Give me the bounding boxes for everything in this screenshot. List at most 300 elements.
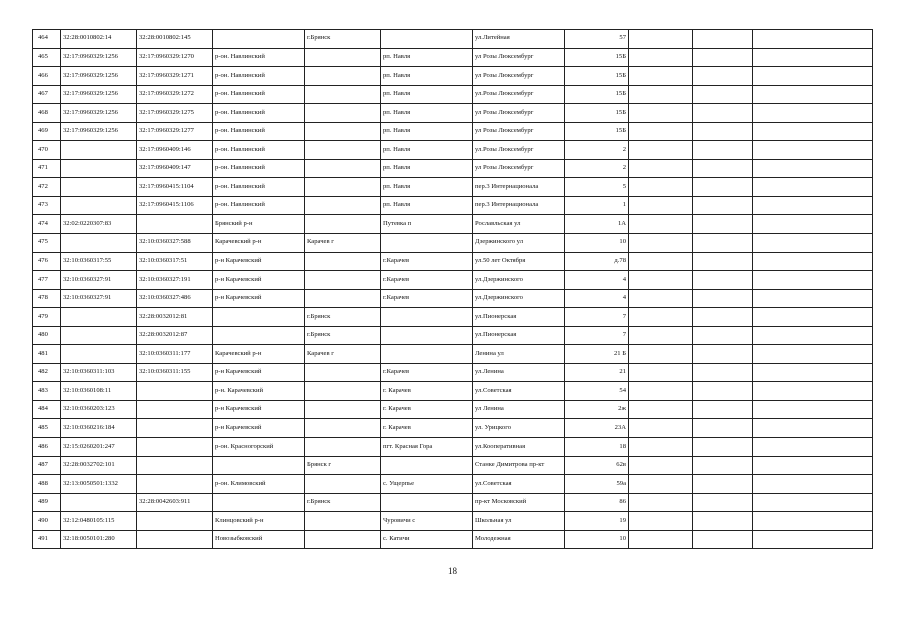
extra-cell-2 xyxy=(693,30,753,49)
city-cell xyxy=(305,252,381,271)
city-cell xyxy=(305,141,381,160)
district-cell: р-н Карачевский xyxy=(213,363,305,382)
object-cadastral-cell xyxy=(137,475,213,494)
house-cell: 15Б xyxy=(565,85,629,104)
parcel-cadastral-cell xyxy=(61,345,137,364)
street-cell: Станке Димитрова пр-кт xyxy=(473,456,565,475)
table-row xyxy=(33,345,873,364)
extra-cell-2 xyxy=(693,326,753,345)
settlement-cell: с. Ущерпье xyxy=(381,475,473,494)
extra-cell-2 xyxy=(693,530,753,549)
house-cell: 57 xyxy=(565,30,629,49)
extra-cell-1 xyxy=(629,104,693,123)
extra-cell-3 xyxy=(753,196,873,215)
settlement-cell xyxy=(381,30,473,49)
city-cell xyxy=(305,271,381,290)
extra-cell-3 xyxy=(753,289,873,308)
extra-cell-1 xyxy=(629,530,693,549)
street-cell: ул.Пионерская xyxy=(473,326,565,345)
settlement-cell: г. Карачев xyxy=(381,382,473,401)
district-cell: р-он. Климовский xyxy=(213,475,305,494)
object-cadastral-cell: 32:17:0960329:1277 xyxy=(137,122,213,141)
extra-cell-2 xyxy=(693,196,753,215)
city-cell xyxy=(305,85,381,104)
table-row xyxy=(33,438,873,457)
extra-cell-2 xyxy=(693,419,753,438)
extra-cell-3 xyxy=(753,215,873,234)
row-number-cell: 488 xyxy=(33,475,61,494)
row-number-cell: 475 xyxy=(33,234,61,253)
extra-cell-1 xyxy=(629,271,693,290)
table-row xyxy=(33,326,873,345)
street-cell: Молодежная xyxy=(473,530,565,549)
object-cadastral-cell: 32:17:0960415:1104 xyxy=(137,178,213,197)
street-cell: ул.Розы Люксембург xyxy=(473,85,565,104)
district-cell: р-н Карачевский xyxy=(213,419,305,438)
extra-cell-1 xyxy=(629,512,693,531)
extra-cell-3 xyxy=(753,48,873,67)
extra-cell-3 xyxy=(753,30,873,49)
extra-cell-3 xyxy=(753,234,873,253)
object-cadastral-cell xyxy=(137,400,213,419)
house-cell: 10 xyxy=(565,234,629,253)
extra-cell-1 xyxy=(629,48,693,67)
table-row xyxy=(33,215,873,234)
city-cell xyxy=(305,159,381,178)
city-cell: г.Брянск xyxy=(305,30,381,49)
extra-cell-3 xyxy=(753,363,873,382)
settlement-cell: рп. Навля xyxy=(381,141,473,160)
parcel-cadastral-cell xyxy=(61,159,137,178)
district-cell: Карачевский р-н xyxy=(213,234,305,253)
street-cell: ул.Розы Люксембург xyxy=(473,141,565,160)
extra-cell-3 xyxy=(753,345,873,364)
table-row xyxy=(33,178,873,197)
district-cell: р-он. Навлинский xyxy=(213,48,305,67)
city-cell xyxy=(305,382,381,401)
extra-cell-1 xyxy=(629,363,693,382)
house-cell: д.78 xyxy=(565,252,629,271)
house-cell: 15Б xyxy=(565,67,629,86)
object-cadastral-cell xyxy=(137,419,213,438)
row-number-cell: 482 xyxy=(33,363,61,382)
extra-cell-3 xyxy=(753,122,873,141)
row-number-cell: 464 xyxy=(33,30,61,49)
city-cell: Карачев г xyxy=(305,234,381,253)
records-table xyxy=(32,29,873,549)
extra-cell-2 xyxy=(693,215,753,234)
object-cadastral-cell: 32:28:0010802:145 xyxy=(137,30,213,49)
house-cell: 1А xyxy=(565,215,629,234)
settlement-cell: г.Карачев xyxy=(381,252,473,271)
table-row xyxy=(33,289,873,308)
parcel-cadastral-cell: 32:10:0360327:91 xyxy=(61,289,137,308)
extra-cell-1 xyxy=(629,85,693,104)
house-cell: 2 xyxy=(565,159,629,178)
table-row xyxy=(33,159,873,178)
extra-cell-3 xyxy=(753,382,873,401)
row-number-cell: 476 xyxy=(33,252,61,271)
district-cell xyxy=(213,456,305,475)
settlement-cell: рп. Навля xyxy=(381,85,473,104)
row-number-cell: 484 xyxy=(33,400,61,419)
street-cell: ул.Пионерская xyxy=(473,308,565,327)
extra-cell-3 xyxy=(753,530,873,549)
object-cadastral-cell: 32:28:0032012:87 xyxy=(137,326,213,345)
parcel-cadastral-cell: 32:17:0960329:1256 xyxy=(61,122,137,141)
extra-cell-3 xyxy=(753,67,873,86)
city-cell xyxy=(305,475,381,494)
table-row xyxy=(33,85,873,104)
extra-cell-3 xyxy=(753,85,873,104)
table-row xyxy=(33,475,873,494)
house-cell: 15Б xyxy=(565,104,629,123)
city-cell: Брянск г xyxy=(305,456,381,475)
street-cell: пер.3 Интернационала xyxy=(473,178,565,197)
settlement-cell: рп. Навля xyxy=(381,67,473,86)
street-cell: ул Розы Люксембург xyxy=(473,159,565,178)
house-cell: 21 Б xyxy=(565,345,629,364)
extra-cell-1 xyxy=(629,196,693,215)
extra-cell-3 xyxy=(753,512,873,531)
house-cell: 4 xyxy=(565,271,629,290)
parcel-cadastral-cell: 32:28:0032702:101 xyxy=(61,456,137,475)
row-number-cell: 468 xyxy=(33,104,61,123)
house-cell: 23А xyxy=(565,419,629,438)
table-row xyxy=(33,363,873,382)
city-cell xyxy=(305,215,381,234)
row-number-cell: 479 xyxy=(33,308,61,327)
street-cell: Дзержинского ул xyxy=(473,234,565,253)
extra-cell-2 xyxy=(693,178,753,197)
table-row xyxy=(33,67,873,86)
street-cell: ул Розы Люксембург xyxy=(473,122,565,141)
settlement-cell: г.Карачев xyxy=(381,271,473,290)
parcel-cadastral-cell: 32:28:0010802:14 xyxy=(61,30,137,49)
district-cell: Клинцовский р-н xyxy=(213,512,305,531)
settlement-cell: рп. Навля xyxy=(381,178,473,197)
object-cadastral-cell xyxy=(137,512,213,531)
extra-cell-2 xyxy=(693,493,753,512)
table-row xyxy=(33,456,873,475)
city-cell: Карачев г xyxy=(305,345,381,364)
row-number-cell: 467 xyxy=(33,85,61,104)
object-cadastral-cell: 32:17:0960409:147 xyxy=(137,159,213,178)
settlement-cell xyxy=(381,493,473,512)
page-number: 18 xyxy=(448,566,457,576)
extra-cell-2 xyxy=(693,400,753,419)
extra-cell-1 xyxy=(629,382,693,401)
district-cell: р-он. Навлинский xyxy=(213,141,305,160)
settlement-cell: рп. Навля xyxy=(381,196,473,215)
table-row xyxy=(33,141,873,160)
extra-cell-1 xyxy=(629,400,693,419)
extra-cell-3 xyxy=(753,141,873,160)
object-cadastral-cell: 32:10:0360311:177 xyxy=(137,345,213,364)
city-cell xyxy=(305,104,381,123)
row-number-cell: 480 xyxy=(33,326,61,345)
extra-cell-1 xyxy=(629,456,693,475)
district-cell: р-н. Карачевский xyxy=(213,382,305,401)
table-row xyxy=(33,493,873,512)
street-cell: Рославльская ул xyxy=(473,215,565,234)
house-cell: 7 xyxy=(565,326,629,345)
parcel-cadastral-cell: 32:10:0360203:123 xyxy=(61,400,137,419)
parcel-cadastral-cell xyxy=(61,234,137,253)
settlement-cell xyxy=(381,234,473,253)
object-cadastral-cell xyxy=(137,438,213,457)
extra-cell-3 xyxy=(753,159,873,178)
parcel-cadastral-cell: 32:18:0050101:280 xyxy=(61,530,137,549)
object-cadastral-cell: 32:10:0360317:51 xyxy=(137,252,213,271)
table-row xyxy=(33,48,873,67)
parcel-cadastral-cell: 32:10:0360311:103 xyxy=(61,363,137,382)
object-cadastral-cell xyxy=(137,382,213,401)
city-cell xyxy=(305,289,381,308)
parcel-cadastral-cell xyxy=(61,493,137,512)
object-cadastral-cell: 32:10:0360327:588 xyxy=(137,234,213,253)
city-cell xyxy=(305,400,381,419)
district-cell xyxy=(213,308,305,327)
street-cell: ул.Ленина xyxy=(473,363,565,382)
house-cell: 15Б xyxy=(565,122,629,141)
city-cell xyxy=(305,178,381,197)
district-cell: р-он. Навлинский xyxy=(213,178,305,197)
city-cell xyxy=(305,48,381,67)
extra-cell-2 xyxy=(693,363,753,382)
street-cell: ул.Советская xyxy=(473,475,565,494)
object-cadastral-cell: 32:10:0360311:155 xyxy=(137,363,213,382)
table-row xyxy=(33,234,873,253)
extra-cell-3 xyxy=(753,400,873,419)
settlement-cell: г. Карачев xyxy=(381,400,473,419)
settlement-cell: рп. Навля xyxy=(381,122,473,141)
city-cell xyxy=(305,122,381,141)
row-number-cell: 478 xyxy=(33,289,61,308)
table-row xyxy=(33,30,873,49)
parcel-cadastral-cell: 32:17:0960329:1256 xyxy=(61,104,137,123)
settlement-cell xyxy=(381,326,473,345)
extra-cell-2 xyxy=(693,48,753,67)
street-cell: ул.Советская xyxy=(473,382,565,401)
table-row xyxy=(33,252,873,271)
district-cell: р-н Карачевский xyxy=(213,289,305,308)
house-cell: 1 xyxy=(565,196,629,215)
house-cell: 10 xyxy=(565,530,629,549)
district-cell: р-он. Навлинский xyxy=(213,159,305,178)
parcel-cadastral-cell xyxy=(61,178,137,197)
extra-cell-1 xyxy=(629,178,693,197)
house-cell: 15Б xyxy=(565,48,629,67)
extra-cell-3 xyxy=(753,419,873,438)
table-row xyxy=(33,400,873,419)
street-cell: ул Ленина xyxy=(473,400,565,419)
object-cadastral-cell: 32:28:0032012:81 xyxy=(137,308,213,327)
extra-cell-3 xyxy=(753,493,873,512)
extra-cell-2 xyxy=(693,85,753,104)
street-cell: ул. Урицкого xyxy=(473,419,565,438)
district-cell: р-н Карачевский xyxy=(213,400,305,419)
city-cell xyxy=(305,363,381,382)
object-cadastral-cell: 32:10:0360327:486 xyxy=(137,289,213,308)
settlement-cell: г.Карачев xyxy=(381,363,473,382)
parcel-cadastral-cell: 32:10:0360327:91 xyxy=(61,271,137,290)
house-cell: 54 xyxy=(565,382,629,401)
district-cell: Брянский р-н xyxy=(213,215,305,234)
district-cell xyxy=(213,326,305,345)
street-cell: Школьная ул xyxy=(473,512,565,531)
parcel-cadastral-cell xyxy=(61,196,137,215)
extra-cell-3 xyxy=(753,438,873,457)
object-cadastral-cell xyxy=(137,530,213,549)
city-cell xyxy=(305,530,381,549)
extra-cell-1 xyxy=(629,252,693,271)
row-number-cell: 465 xyxy=(33,48,61,67)
extra-cell-2 xyxy=(693,122,753,141)
extra-cell-1 xyxy=(629,215,693,234)
city-cell xyxy=(305,196,381,215)
district-cell: р-он. Красногорский xyxy=(213,438,305,457)
extra-cell-2 xyxy=(693,234,753,253)
settlement-cell: пгт. Красная Гора xyxy=(381,438,473,457)
extra-cell-2 xyxy=(693,141,753,160)
house-cell: 21 xyxy=(565,363,629,382)
street-cell: ул Розы Люксембург xyxy=(473,104,565,123)
table-row xyxy=(33,122,873,141)
object-cadastral-cell: 32:17:0960329:1271 xyxy=(137,67,213,86)
table-row xyxy=(33,512,873,531)
house-cell: 62в xyxy=(565,456,629,475)
table-row xyxy=(33,419,873,438)
extra-cell-3 xyxy=(753,308,873,327)
extra-cell-1 xyxy=(629,493,693,512)
parcel-cadastral-cell: 32:10:0360317:55 xyxy=(61,252,137,271)
extra-cell-1 xyxy=(629,141,693,160)
city-cell xyxy=(305,438,381,457)
city-cell: г.Брянск xyxy=(305,493,381,512)
extra-cell-2 xyxy=(693,289,753,308)
street-cell: ул.50 лет Октября xyxy=(473,252,565,271)
district-cell: Новозыбковский xyxy=(213,530,305,549)
extra-cell-2 xyxy=(693,345,753,364)
house-cell: 86 xyxy=(565,493,629,512)
extra-cell-3 xyxy=(753,178,873,197)
parcel-cadastral-cell: 32:02:0220307:83 xyxy=(61,215,137,234)
street-cell: ул Розы Люксембург xyxy=(473,67,565,86)
parcel-cadastral-cell: 32:17:0960329:1256 xyxy=(61,67,137,86)
object-cadastral-cell: 32:17:0960329:1270 xyxy=(137,48,213,67)
extra-cell-3 xyxy=(753,456,873,475)
house-cell: 7 xyxy=(565,308,629,327)
district-cell: р-он. Навлинский xyxy=(213,85,305,104)
row-number-cell: 489 xyxy=(33,493,61,512)
street-cell: ул.Дзержинского xyxy=(473,271,565,290)
object-cadastral-cell: 32:17:0960329:1272 xyxy=(137,85,213,104)
city-cell: г.Брянск xyxy=(305,326,381,345)
extra-cell-1 xyxy=(629,419,693,438)
row-number-cell: 472 xyxy=(33,178,61,197)
extra-cell-1 xyxy=(629,159,693,178)
extra-cell-3 xyxy=(753,271,873,290)
extra-cell-2 xyxy=(693,438,753,457)
extra-cell-3 xyxy=(753,104,873,123)
district-cell: Карачевский р-н xyxy=(213,345,305,364)
district-cell xyxy=(213,493,305,512)
district-cell: р-н Карачевский xyxy=(213,252,305,271)
extra-cell-1 xyxy=(629,475,693,494)
extra-cell-1 xyxy=(629,234,693,253)
parcel-cadastral-cell: 32:15:0260201:247 xyxy=(61,438,137,457)
city-cell xyxy=(305,419,381,438)
city-cell: г.Брянск xyxy=(305,308,381,327)
house-cell: 18 xyxy=(565,438,629,457)
extra-cell-1 xyxy=(629,438,693,457)
extra-cell-2 xyxy=(693,456,753,475)
settlement-cell xyxy=(381,308,473,327)
extra-cell-2 xyxy=(693,104,753,123)
extra-cell-2 xyxy=(693,67,753,86)
object-cadastral-cell: 32:28:0042603:911 xyxy=(137,493,213,512)
row-number-cell: 481 xyxy=(33,345,61,364)
row-number-cell: 474 xyxy=(33,215,61,234)
street-cell: ул.Кооперативная xyxy=(473,438,565,457)
settlement-cell: рп. Навля xyxy=(381,104,473,123)
settlement-cell: с. Катичи xyxy=(381,530,473,549)
object-cadastral-cell: 32:17:0960409:146 xyxy=(137,141,213,160)
object-cadastral-cell xyxy=(137,215,213,234)
settlement-cell: г. Карачев xyxy=(381,419,473,438)
parcel-cadastral-cell xyxy=(61,141,137,160)
row-number-cell: 486 xyxy=(33,438,61,457)
extra-cell-1 xyxy=(629,67,693,86)
district-cell: р-он. Навлинский xyxy=(213,67,305,86)
house-cell: 59а xyxy=(565,475,629,494)
extra-cell-2 xyxy=(693,475,753,494)
extra-cell-1 xyxy=(629,289,693,308)
table-row xyxy=(33,104,873,123)
extra-cell-2 xyxy=(693,159,753,178)
street-cell: пр-кт Московский xyxy=(473,493,565,512)
extra-cell-3 xyxy=(753,475,873,494)
table-body xyxy=(33,30,873,549)
extra-cell-1 xyxy=(629,345,693,364)
extra-cell-2 xyxy=(693,382,753,401)
row-number-cell: 466 xyxy=(33,67,61,86)
parcel-cadastral-cell xyxy=(61,308,137,327)
settlement-cell: рп. Навля xyxy=(381,159,473,178)
settlement-cell: Путевка п xyxy=(381,215,473,234)
city-cell xyxy=(305,67,381,86)
parcel-cadastral-cell: 32:17:0960329:1256 xyxy=(61,48,137,67)
extra-cell-3 xyxy=(753,252,873,271)
district-cell: р-н Карачевский xyxy=(213,271,305,290)
row-number-cell: 477 xyxy=(33,271,61,290)
district-cell: р-он. Навлинский xyxy=(213,122,305,141)
district-cell: р-он. Навлинский xyxy=(213,104,305,123)
object-cadastral-cell xyxy=(137,456,213,475)
parcel-cadastral-cell: 32:13:0050501:1332 xyxy=(61,475,137,494)
table-row xyxy=(33,196,873,215)
parcel-cadastral-cell xyxy=(61,326,137,345)
parcel-cadastral-cell: 32:10:0360108:11 xyxy=(61,382,137,401)
row-number-cell: 470 xyxy=(33,141,61,160)
table-row xyxy=(33,271,873,290)
row-number-cell: 469 xyxy=(33,122,61,141)
object-cadastral-cell: 32:17:0960329:1275 xyxy=(137,104,213,123)
parcel-cadastral-cell: 32:12:0480105:115 xyxy=(61,512,137,531)
city-cell xyxy=(305,512,381,531)
street-cell: ул.Дзержинского xyxy=(473,289,565,308)
